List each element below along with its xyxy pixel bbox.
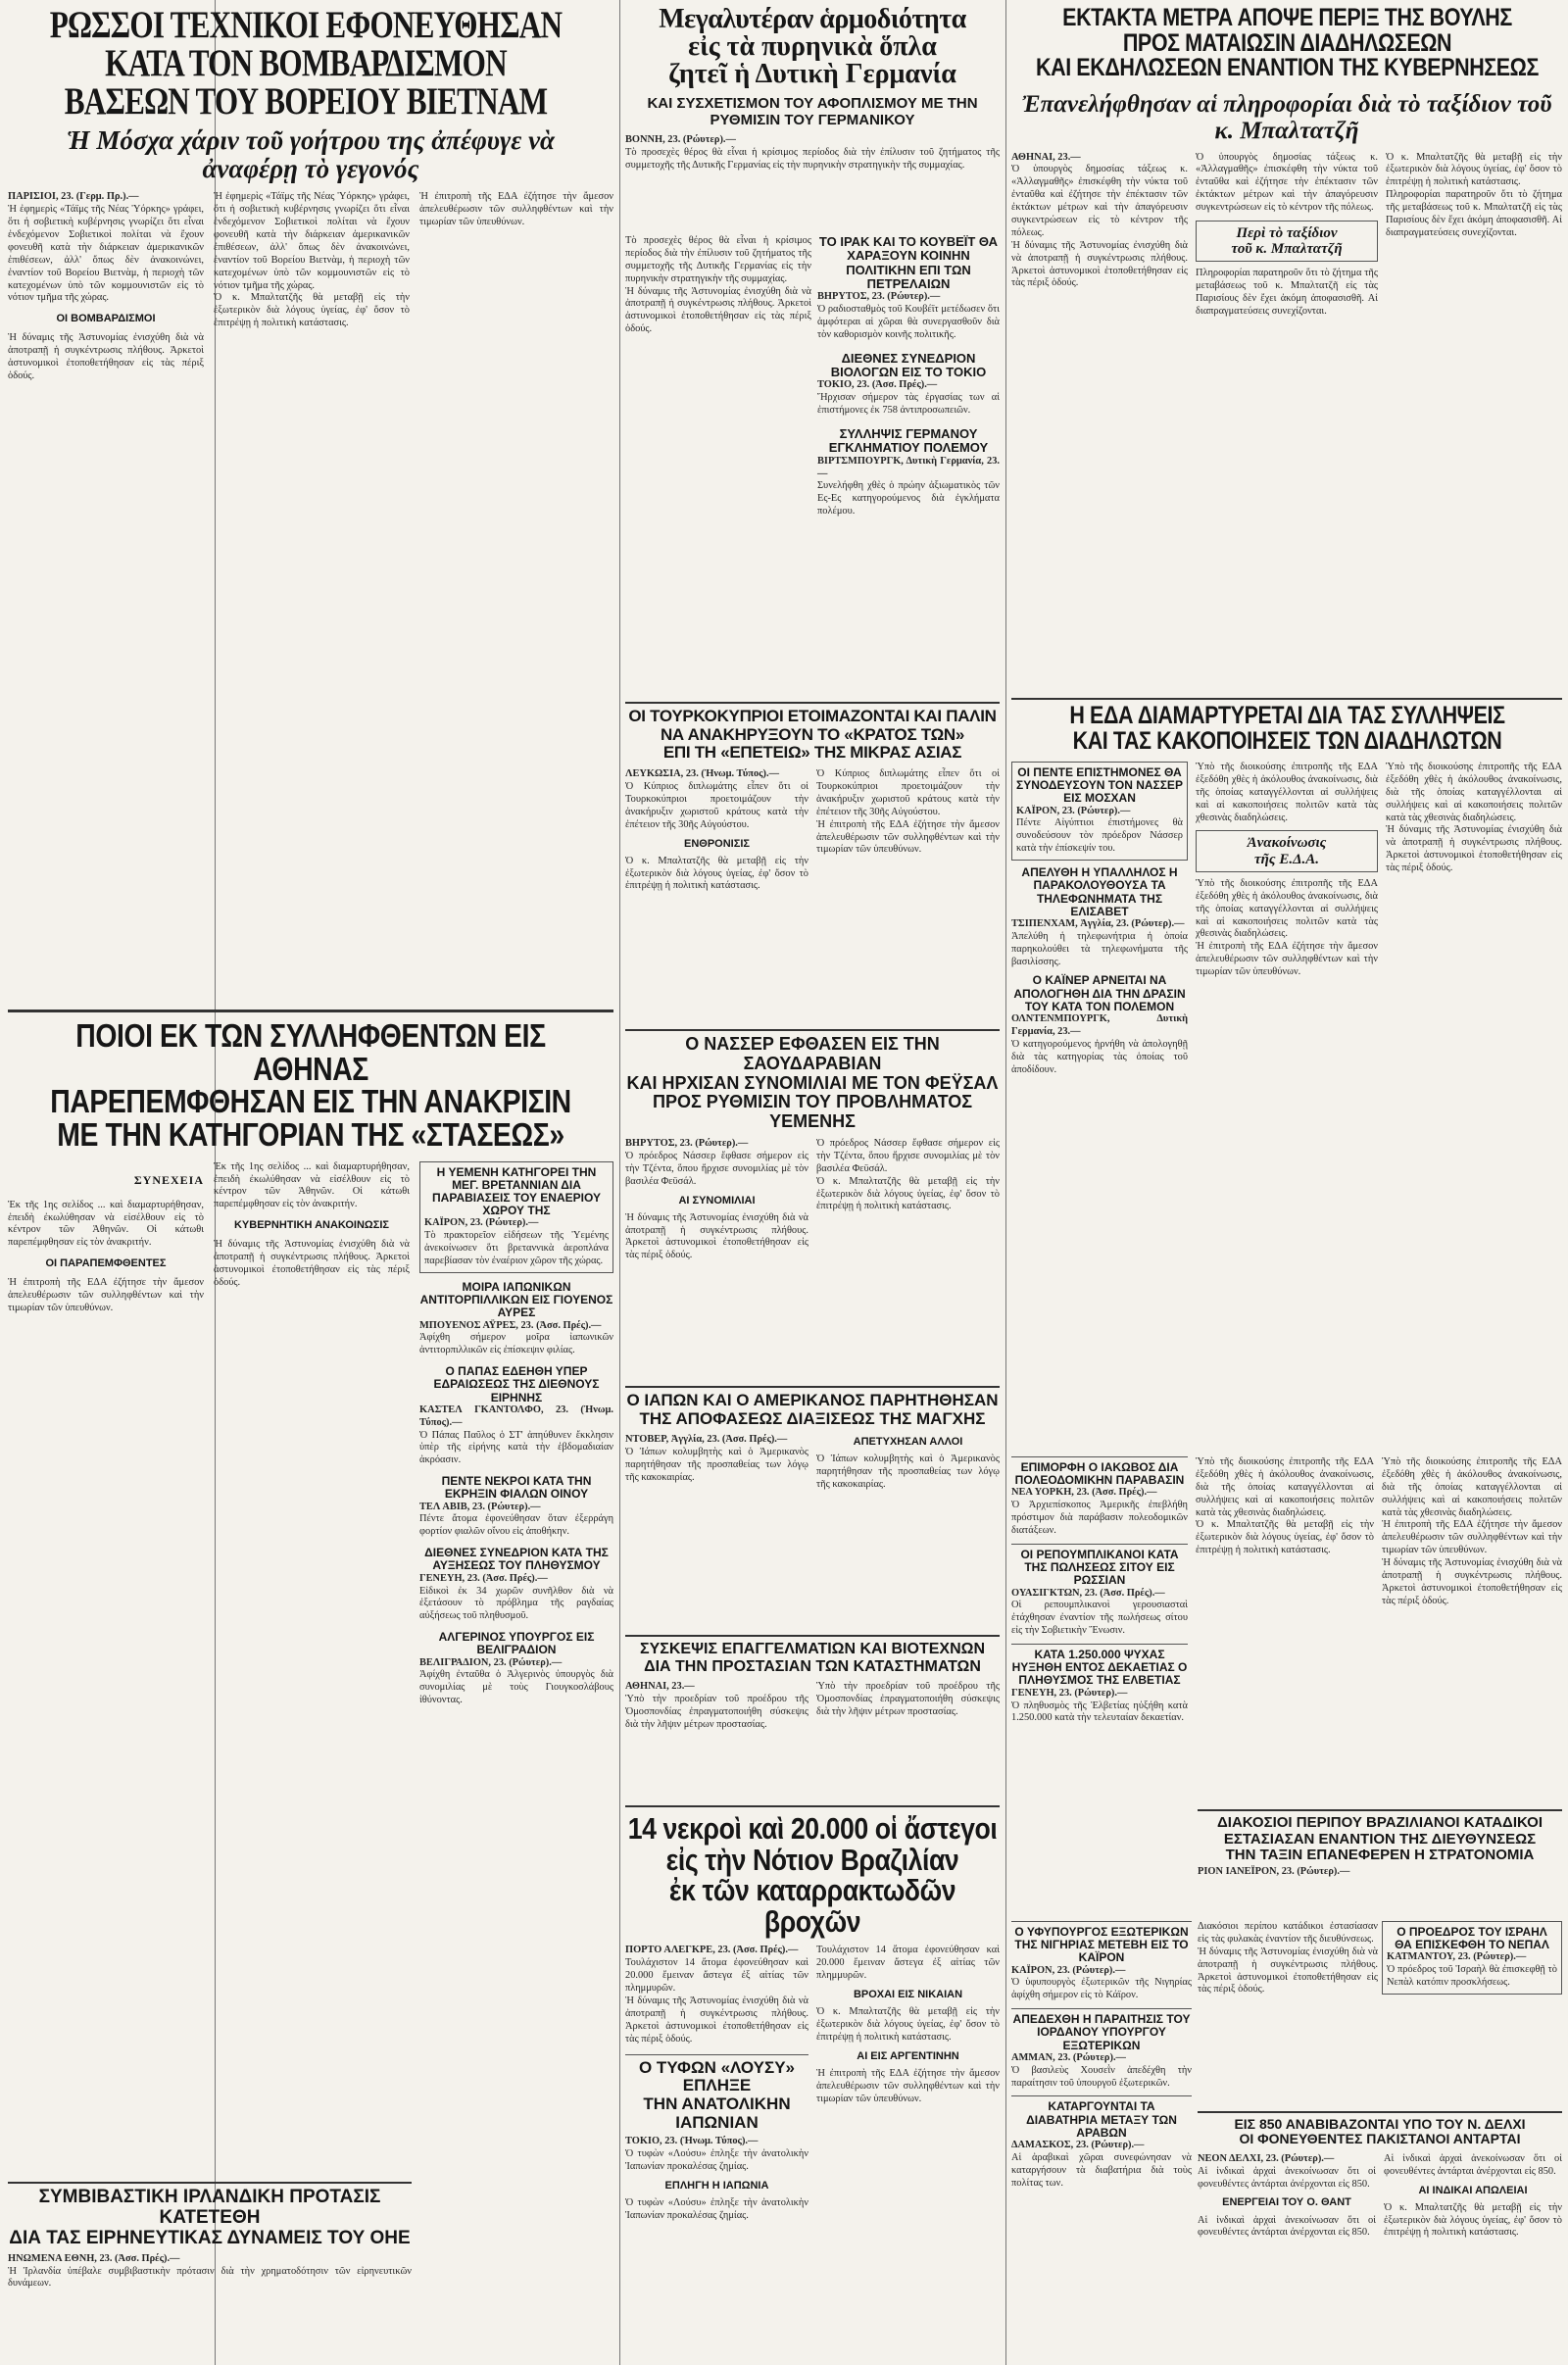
article-body: Ὁ Κύπριος διπλωμάτης εἶπεν ὅτι οἱ Τουρκοκύπριοι προετοιμάζουν τὴν ἀνακήρυξιν χωριστοῦ κράτους κατὰ τὴν ἐπέτειον τῆς 30ῆς Αὐγούστου. xyxy=(816,768,1003,817)
headline: ΚΑΤΑ 1.250.000 ΨΥΧΑΣ ΗΥΞΗΘΗ ΕΝΤΟΣ ΔΕΚΑΕΤΙΑΣ Ο ΠΛΗΘΥΣΜΟΣ ΤΗΣ ΕΛΒΕΤΙΑΣ xyxy=(1011,1648,1188,1688)
section-heading: ΕΝΕΡΓΕΙΑΙ ΤΟΥ Ο. ΘΑΝΤ xyxy=(1222,2196,1351,2209)
section-heading: ΒΡΟΧΑΙ ΕΙΣ ΝΙΚΑΙΑΝ xyxy=(853,1989,963,2001)
article-body: Ἡ δύναμις τῆς Ἀστυνομίας ἐνισχύθη διὰ νὰ ἀποτραπῇ ἡ συγκέντρωσις πλήθους. Ἀρκετοὶ ἀστυνομικοὶ ἐτοποθετήθησαν εἰς τὰς πέριξ ὁδούς. xyxy=(1382,1557,1565,1606)
headline-line: ΚΑΙ ΤΑΣ ΚΑΚΟΠΟΙΗΣΕΙΣ ΤΩΝ ΔΙΑΔΗΛΩΤΩΝ xyxy=(1072,726,1502,755)
article-body: Αἱ ἰνδικαὶ ἀρχαὶ ἀνεκοίνωσαν ὅτι οἱ φονευθέντες ἀντάρται ἀνέρχονται εἰς 850. xyxy=(1198,2214,1379,2239)
article-body: Ὁ βασιλεὺς Χουσεῒν ἀπεδέχθη τὴν παραίτησιν τοῦ ὑπουργοῦ ἐξωτερικῶν. xyxy=(1011,2064,1195,2089)
headline-line: ΚΑΙ ΕΚΔΗΛΩΣΕΩΝ ΕΝΑΝΤΙΟΝ ΤΗΣ ΚΥΒΕΡΝΗΣΕΩΣ xyxy=(1036,54,1539,81)
article-cyprus xyxy=(625,702,1003,1027)
section-heading: ΑΙ ΙΝΔΙΚΑΙ ΑΠΩΛΕΙΑΙ xyxy=(1418,2184,1528,2196)
dateline: ΒΟΝΝΗ, 23. (Ρώυτερ).— xyxy=(625,134,736,145)
section-heading: ΚΥΒΕΡΝΗΤΙΚΗ ΑΝΑΚΟΙΝΩΣΙΣ xyxy=(233,1219,389,1232)
article-body: Ὑπὸ τῆς διοικούσης ἐπιτροπῆς τῆς ΕΔΑ ἐξεδόθη χθὲς ἡ ἀκόλουθος ἀνακοίνωσις, διὰ τῆς ὁποίας καταγγέλλονται αἱ συλλήψεις καὶ αἱ κακοποιήσεις πολιτῶν κατὰ τὰς χθεσινὰς διαδηλώσεις. xyxy=(1386,762,1565,823)
article-body: Ἡ δύναμις τῆς Ἀστυνομίας ἐνισχύθη διὰ νὰ ἀποτραπῇ ἡ συγκέντρωσις πλήθους. Ἀρκετοὶ ἀστυνομικοὶ ἐτοποθετήθησαν εἰς τὰς πέριξ ὁδούς. xyxy=(625,1995,811,2045)
headline: ΣΥΛΛΗΨΙΣ ΓΕΡΜΑΝΟΥ ΕΓΚΛΗΜΑΤΙΟΥ ΠΟΛΕΜΟΥ xyxy=(828,426,989,456)
dateline: ΚΑΪΡΟΝ, 23. (Ρώυτερ).— xyxy=(424,1217,539,1229)
article-population-congress xyxy=(419,1546,616,1623)
section-heading: ΑΙ ΣΥΝΟΜΙΛΙΑΙ xyxy=(678,1194,756,1207)
small-articles xyxy=(817,234,1003,696)
article-body: Ὁ Ἰάπων κολυμβητὴς καὶ ὁ Ἀμερικανὸς παρητήθησαν τῆς προσπαθείας των λόγῳ τῆς κακοκαιρίας. xyxy=(816,1453,1003,1491)
article-pakistan xyxy=(1198,2111,1565,2364)
column-rule xyxy=(619,0,620,2365)
headline-line: ΔΙΑΚΟΣΙΟΙ ΠΕΡΙΠΟΥ ΒΡΑΖΙΛΙΑΝΟΙ ΚΑΤΑΔΙΚΟΙ xyxy=(1217,1814,1543,1831)
small-articles-lower xyxy=(1011,1921,1195,2362)
article-biologists-tokyo xyxy=(817,350,1003,418)
dateline: ΝΕΟΝ ΔΕΛΧΙ, 23. (Ρώυτερ).— xyxy=(1198,2152,1335,2164)
headline-line: ΕΣΤΑΣΙΑΣΑΝ ΕΝΑΝΤΙΟΝ ΤΗΣ ΔΙΕΥΘΥΝΣΕΩΣ xyxy=(1223,1830,1537,1848)
headline-line: Μεγαλυτέραν ἁρμοδιότητα xyxy=(659,4,966,34)
article-body: Διακόσιοι περίπου κατάδικοι ἐστασίασαν εἰς τὰς φυλακὰς ἐναντίον τῆς διευθύνσεως. xyxy=(1198,1921,1381,1945)
headline-line: ΠΟΙΟΙ ΕΚ ΤΩΝ ΣΥΛΛΗΦΘΕΝΤΩΝ ΕΙΣ ΑΘΗΝΑΣ xyxy=(75,1017,546,1087)
headline-line: Ο ΝΑΣΣΕΡ ΕΦΘΑΣΕΝ ΕΙΣ ΤΗΝ ΣΑΟΥΔΑΡΑΒΙΑΝ xyxy=(685,1034,940,1073)
article-arab-disputes xyxy=(1011,2095,1195,2190)
box-title: Περὶ τὸ ταξίδιον xyxy=(1236,224,1338,241)
article-arrested-stasis xyxy=(8,1017,616,2176)
headline-line: ΠΡΟΣ ΜΑΤΑΙΩΣΙΝ ΔΙΑΔΗΛΩΣΕΩΝ xyxy=(1122,28,1452,57)
article-body: Ὑπὸ τῆς διοικούσης ἐπιτροπῆς τῆς ΕΔΑ ἐξεδόθη χθὲς ἡ ἀκόλουθος ἀνακοίνωσις, διὰ τῆς ὁποίας καταγγέλλονται αἱ συλλήψεις καὶ αἱ κακοποιήσεις πολιτῶν κατὰ τὰς χθεσινὰς διαδηλώσεις. xyxy=(1382,1456,1565,1518)
article-body: Ὁ ὑφυπουργὸς ἐξωτερικῶν τῆς Νιγηρίας ἀφίχθη σήμερον εἰς τὸ Κάϊρον. xyxy=(1011,1977,1195,2001)
article-body: Τὸ πρακτορεῖον εἰδήσεων τῆς Ὑεμένης ἀνεκοίνωσεν ὅτι βρεταννικὰ ἀεροπλάνα παρεβίασαν τὸν ἐναέριον χῶρον τῆς χώρας. xyxy=(424,1230,612,1267)
headline-line: ΤΗΣ ΑΠΟΦΑΣΕΩΣ ΔΙΑΞΙΣΕΩΣ ΤΗΣ ΜΑΓΧΗΣ xyxy=(639,1408,986,1428)
headline-line: 14 νεκροὶ καὶ 20.000 οἱ ἄστεγοι xyxy=(627,1811,998,1846)
section-heading: ΟΙ ΒΟΜΒΑΡΔΙΣΜΟΙ xyxy=(56,313,156,325)
headline-line: ΠΑΡΕΠΕΜΦΘΗΣΑΝ ΕΙΣ ΤΗΝ ΑΝΑΚΡΙΣΙΝ xyxy=(50,1083,571,1120)
headline-line: ΒΑΣΕΩΝ ΤΟΥ ΒΟΡΕΙΟΥ ΒΙΕΤΝΑΜ xyxy=(64,80,548,123)
subheadline: Ἐπανελήφθησαν αἱ πληροφορίαι διὰ τὸ ταξίδιον τοῦ κ. Μπαλτατζῆ xyxy=(1021,90,1552,144)
article-body: Ἡ Ἰρλανδία ὑπέβαλε συμβιβαστικὴν πρότασιν διὰ τὴν χρηματοδότησιν τῶν εἰρηνευτικῶν δυνάμεων. xyxy=(8,2265,415,2290)
col-filler xyxy=(625,235,814,696)
article-body: Ἡ δύναμις τῆς Ἀστυνομίας ἐνισχύθη διὰ νὰ ἀποτραπῇ ἡ συγκέντρωσις πλήθους. Ἀρκετοὶ ἀστυνομικοὶ ἐτοποθετήθησαν εἰς τὰς πέριξ ὁδούς. xyxy=(625,1211,811,1261)
column-rule xyxy=(1005,0,1006,2365)
article-body: Ὁ πρόεδρος Νάσσερ ἔφθασε σήμερον εἰς τὴν Τζέντα, ὅπου ἤρχισε συνομιλίας μὲ τὸν βασιλέα Φεϋσάλ. xyxy=(625,1150,811,1187)
headline: ΔΙΕΘΝΕΣ ΣΥΝΕΔΡΙΟΝ ΚΑΤΑ ΤΗΣ ΑΥΞΗΣΕΩΣ ΤΟΥ ΠΛΗΘΥΣΜΟΥ xyxy=(424,1546,609,1573)
article-body: Ὑπὸ τῆς διοικούσης ἐπιτροπῆς τῆς ΕΔΑ ἐξεδόθη χθὲς ἡ ἀκόλουθος ἀνακοίνωσις, διὰ τῆς ὁποίας καταγγέλλονται αἱ συλλήψεις καὶ αἱ κακοποιήσεις πολιτῶν κατὰ τὰς χθεσινὰς διαδηλώσεις. xyxy=(1196,1456,1377,1518)
article-brazil-floods xyxy=(625,1805,1003,2364)
article-body: Ὁ ὑπουργὸς δημοσίας τάξεως κ. «Ἀλλαγμαθῆς» ἐπισκέφθη τὴν νύκτα τοῦ ἐνταῦθα καὶ ἐζήτησε τὴν ἐπέκτασιν τῶν ἐκτάκτων μέτρων καὶ τὴν ἀπαγόρευσιν συγκεντρώσεων εἰς τὸ κέντρον τῆς πόλεως. xyxy=(1011,164,1191,238)
headline-line: ΕΠΙ ΤΗ «ΕΠΕΤΕΙΩ» ΤΗΣ ΜΙΚΡΑΣ ΑΣΙΑΣ xyxy=(662,743,962,763)
article-body: Ἡ δύναμις τῆς Ἀστυνομίας ἐνισχύθη διὰ νὰ ἀποτραπῇ ἡ συγκέντρωσις πλήθους. Ἀρκετοὶ ἀστυνομικοὶ ἐτοποθετήθησαν εἰς τὰς πέριξ ὁδούς. xyxy=(8,332,207,382)
headline-line: Ο ΤΥΦΩΝ «ΛΟΥΣΥ» ΕΠΛΗΞΕ xyxy=(638,2057,796,2095)
headline-line: ΡΩΣΣΟΙ ΤΕΧΝΙΚΟΙ ΕΦΟΝΕΥΘΗΣΑΝ xyxy=(49,4,563,46)
dateline: ΟΥΑΣΙΓΚΤΩΝ, 23. (Ἀσσ. Πρές).— xyxy=(1011,1587,1165,1599)
headline-line: ΤΗΝ ΑΝΑΤΟΛΙΚΗΝ ΙΑΠΩΝΙΑΝ xyxy=(643,2094,791,2132)
article-body: Ἐκ τῆς 1ης σελίδος ... καὶ διαμαρτυρήθησαν, ἐπειδὴ ἐκωλύθησαν νὰ εἰσέλθουν εἰς τὸ κέντρον τῶν Ἀθηνῶν. Οἱ κάτωθι παρεπέμφθησαν εἰς τὸν ἀνακριτήν. xyxy=(214,1160,413,1210)
dateline: ΓΕΝΕΥΗ, 23. (Ἀσσ. Πρές).— xyxy=(419,1572,548,1584)
article-brazil-prisoners xyxy=(1198,1809,1562,1919)
dateline: ΡΙΟΝ ΙΑΝΕΪΡΟΝ, 23. (Ρώυτερ).— xyxy=(1198,1865,1350,1877)
headline-line: ΕΚΤΑΚΤΑ ΜΕΤΡΑ ΑΠΟΨΕ ΠΕΡΙΞ ΤΗΣ ΒΟΥΛΗΣ xyxy=(1062,4,1512,31)
article-wine-explosion xyxy=(419,1474,616,1539)
dateline: ΟΛΝΤΕΝΜΠΟΥΡΓΚ, Δυτικὴ Γερμανία, 23.— xyxy=(1011,1013,1191,1037)
headline-line: εἰς τὰ πυρηνικὰ ὅπλα xyxy=(688,31,937,62)
article-irish-proposal xyxy=(8,2182,415,2360)
dateline: ΤΣΙΠΕΝΧΑΜ, Ἀγγλία, 23. (Ρώυτερ).— xyxy=(1011,917,1185,929)
dateline: ΤΟΚΙΟ, 23. (Ἀσσ. Πρές).— xyxy=(817,379,938,391)
headline-line: ΔΙΑ ΤΑΣ ΕΙΡΗΝΕΥΤΙΚΑΣ ΔΥΝΑΜΕΙΣ ΤΟΥ ΟΗΕ xyxy=(9,2227,411,2248)
headline-line: ΕΙΣ 850 ΑΝΑΒΙΒΑΖΟΝΤΑΙ ΥΠΟ ΤΟΥ Ν. ΔΕΛΧΙ xyxy=(1234,2116,1526,2132)
headline: ΟΙ ΠΕΝΤΕ ΕΠΙΣΤΗΜΟΝΕΣ ΘΑ ΣΥΝΟΔΕΥΣΟΥΝ ΤΟΝ ΝΑΣΣΕΡ ΕΙΣ ΜΟΣΧΑΝ xyxy=(1016,765,1183,806)
article-body: Ἡ ἐπιτροπὴ τῆς ΕΔΑ ἐζήτησε τὴν ἄμεσον ἀπελευθέρωσιν τῶν συλληφθέντων καὶ τὴν τιμωρίαν τῶν ὑπευθύνων. xyxy=(419,191,616,228)
article-germany-nuclear xyxy=(625,4,1003,231)
soviet-scientists-box xyxy=(1011,762,1188,861)
headline: ΚΑΤΑΡΓΟΥΝΤΑΙ ΤΑ ΔΙΑΒΑΤΗΡΙΑ ΜΕΤΑΞΥ ΤΩΝ ΑΡΑΒΩΝ xyxy=(1026,2099,1177,2140)
continuation-kicker: ΣΥΝΕΧΕΙΑ xyxy=(133,1172,204,1187)
headline: ΔΙΕΘΝΕΣ ΣΥΝΕΔΡΙΟΝ ΒΙΟΛΟΓΩΝ ΕΙΣ ΤΟ ΤΟΚΙΟ xyxy=(830,350,987,380)
headline-line: ΝΑ ΑΝΑΚΗΡΥΞΟΥΝ ΤΟ «ΚΡΑΤΟΣ ΤΩΝ» xyxy=(660,724,965,744)
headline-line: ΟΙ ΦΟΝΕΥΘΕΝΤΕΣ ΠΑΚΙΣΤΑΝΟΙ ΑΝΤΑΡΤΑΙ xyxy=(1239,2131,1521,2147)
article-body: Πληροφορίαι παρατηροῦν ὅτι τὸ ζήτημα τῆς μεταβάσεως τοῦ κ. Μπαλτατζῆ εἰς τὰς Παρισίους δὲν ἔχει ἀκόμη ἀποφασισθῆ. Αἱ διαπραγματεύσεις συνεχίζονται. xyxy=(1386,189,1565,238)
dateline: ΒΙΡΤΣΜΠΟΥΡΓΚ, Δυτικὴ Γερμανία, 23.— xyxy=(817,455,1000,479)
dateline: ΑΘΗΝΑΙ, 23.— xyxy=(625,1681,695,1693)
dateline: ΜΠΟΥΕΝΟΣ ΑΫΡΕΣ, 23. (Ἀσσ. Πρές).— xyxy=(419,1319,602,1331)
article-body: Ἡ δύναμις τῆς Ἀστυνομίας ἐνισχύθη διὰ νὰ ἀποτραπῇ ἡ συγκέντρωσις πλήθους. Ἀρκετοὶ ἀστυνομικοὶ ἐτοποθετήθησαν εἰς τὰς πέριξ ὁδούς. xyxy=(1198,1946,1381,1995)
dateline: ΚΑΤΜΑΝΤΟΥ, 23. (Ρώυτερ).— xyxy=(1387,1951,1527,1963)
article-body: Τουλάχιστον 14 ἄτομα ἐφονεύθησαν καὶ 20.000 ἔμειναν ἄστεγα ἐξ αἰτίας τῶν πλημμυρῶν. xyxy=(816,1945,1003,1982)
dateline: ΚΑΣΤΕΛ ΓΚΑΝΤΟΛΦΟ, 23. (Ἠνωμ. Τύπος).— xyxy=(419,1404,616,1428)
article-pope-prayer xyxy=(419,1364,616,1467)
article-body: Πληροφορίαι παρατηροῦν ὅτι τὸ ζήτημα τῆς μεταβάσεως τοῦ κ. Μπαλτατζῆ εἰς τὰς Παρισίους δὲν ἔχει ἀκόμη ἀποφασισθῆ. Αἱ διαπραγματεύσεις συνεχίζονται. xyxy=(1196,268,1381,317)
article-typhoon xyxy=(625,2054,811,2223)
headline: ΑΛΓΕΡΙΝΟΣ ΥΠΟΥΡΓΟΣ ΕΙΣ ΒΕΛΙΓΡΑΔΙΟΝ xyxy=(438,1630,595,1657)
headline-line: εἰς τὴν Νότιον Βραζιλίαν xyxy=(665,1842,959,1877)
headline-line: Ο ΙΑΠΩΝ ΚΑΙ Ο ΑΜΕΡΙΚΑΝΟΣ ΠΑΡΗΤΗΘΗΣΑΝ xyxy=(626,1391,999,1409)
article-body: Αἱ ἀραβικαὶ χῶραι συνεφώνησαν νὰ καταργήσουν τὰ διαβατήρια διὰ τοὺς πολίτας των. xyxy=(1011,2151,1195,2189)
section-heading: ΑΙ ΕΙΣ ΑΡΓΕΝΤΙΝΗΝ xyxy=(857,2049,959,2062)
headline-line: ΣΥΜΒΙΒΑΣΤΙΚΗ ΙΡΛΑΝΔΙΚΗ ΠΡΟΤΑΣΙΣ ΚΑΤΕΤΕΘΗ xyxy=(38,2187,381,2228)
article-swiss-population xyxy=(1011,1644,1191,1725)
headline-line: ἐκ τῶν καταρρακτωδῶν βροχῶν xyxy=(668,1873,956,1939)
article-body: Ὑπὸ τῆς διοικούσης ἐπιτροπῆς τῆς ΕΔΑ ἐξεδόθη χθὲς ἡ ἀκόλουθος ἀνακοίνωσις, διὰ τῆς ὁποίας καταγγέλλονται αἱ συλλήψεις καὶ αἱ κακοποιήσεις πολιτῶν κατὰ τὰς χθεσινὰς διαδηλώσεις. xyxy=(1196,877,1381,940)
section-heading: ΟΙ ΠΑΡΑΠΕΜΦΘΕΝΤΕΣ xyxy=(45,1257,167,1270)
article-japan-us xyxy=(625,1386,1003,1633)
article-body: Ὁ τυφὼν «Λούσυ» ἐπληξε τὴν ἀνατολικὴν Ἰαπωνίαν προκαλέσας ζημίας. xyxy=(625,2197,811,2221)
article-body: Ἤρχισαν σήμερον τὰς ἐργασίας των αἱ ἐπιστήμονες ἐκ 758 ἀντιπροσωπειῶν. xyxy=(817,392,1003,417)
article-body: Ἀφίχθη σήμερον μοῖρα ἰαπωνικῶν ἀντιτορπιλλικῶν εἰς ἐπίσκεψιν φιλίας. xyxy=(419,1332,616,1356)
article-body: Εἰδικοὶ ἐκ 34 χωρῶν συνῆλθον διὰ νὰ ἐξετάσουν τὸ πρόβλημα τῆς ραγδαίας αὐξήσεως τοῦ πληθυσμοῦ. xyxy=(419,1585,616,1622)
article-body: Τὸ προσεχὲς θέρος θὰ εἶναι ἡ κρίσιμος περίοδος διὰ τὴν ἐπίλυσιν τοῦ ζητήματος τῆς συμμετοχῆς τῆς Δυτικῆς Γερμανίας εἰς τὴν πυρηνικὴν στρατηγικὴν τῆς συμμαχίας. xyxy=(625,146,1003,171)
separator xyxy=(8,1010,613,1012)
article-elizabeth-calls xyxy=(1011,865,1191,968)
article-body: Αἱ ἰνδικαὶ ἀρχαὶ ἀνεκοίνωσαν ὅτι οἱ φονευθέντες ἀντάρται ἀνέρχονται εἰς 850. xyxy=(1384,2152,1565,2177)
article-body: Ἡ ἐπιτροπὴ τῆς ΕΔΑ ἐζήτησε τὴν ἄμεσον ἀπελευθέρωσιν τῶν συλληφθέντων καὶ τὴν τιμωρίαν τῶν ὑπευθύνων. xyxy=(1382,1519,1565,1556)
article-yemen-britain xyxy=(419,1161,613,1273)
dateline: ΝΕΑ ΥΟΡΚΗ, 23. (Ἀσσ. Πρές).— xyxy=(1011,1487,1157,1499)
article-body: Ὑπὸ τῆς διοικούσης ἐπιτροπῆς τῆς ΕΔΑ ἐξεδόθη χθὲς ἡ ἀκόλουθος ἀνακοίνωσις, διὰ τῆς ὁποίας καταγγέλλονται αἱ συλλήψεις καὶ αἱ κακοποιήσεις πολιτῶν κατὰ τὰς χθεσινὰς διαδηλώσεις. xyxy=(1196,762,1381,823)
headline-line: ΠΡΟΣ ΡΥΘΜΙΣΙΝ ΤΟΥ ΠΡΟΒΛΗΜΑΤΟΣ ΥΕΜΕΝΗΣ xyxy=(652,1092,973,1132)
article-body: Ὁ κ. Μπαλτατζῆς θὰ μεταβῇ εἰς τὴν ἐξωτερικὸν διὰ λόγους ὑγείας, ἐφ' ὅσον τὸ ἐπιτρέψῃ ἡ πολιτικὴ κατάστασις. xyxy=(625,855,811,892)
article-russian-technicians xyxy=(8,4,616,1006)
article-israel-president xyxy=(1382,1921,1562,2107)
trip-box xyxy=(1196,221,1378,262)
dateline: ΠΑΡΙΣΙΟΙ, 23. (Γερμ. Πρ.).— xyxy=(8,191,139,203)
article-body: Πέντε Αἰγύπτιοι ἐπιστήμονες θὰ συνοδεύσουν τὸν πρόεδρον Νάσσερ κατὰ τὴν ἐπίσκεψίν του. xyxy=(1016,817,1186,855)
box-subtitle: τῆς Ε.Δ.Α. xyxy=(1254,851,1319,867)
article-body: Ἡ δύναμις τῆς Ἀστυνομίας ἐνισχύθη διὰ νὰ ἀποτραπῇ ἡ συγκέντρωσις πλήθους. Ἀρκετοὶ ἀστυνομικοὶ ἐτοποθετήθησαν εἰς τὰς πέριξ ὁδούς. xyxy=(214,1239,413,1288)
headline: ΤΟ ΙΡΑΚ ΚΑΙ ΤΟ ΚΟΥΒΕΪΤ ΘΑ ΧΑΡΑΞΟΥΝ ΚΟΙΝΗΝ ΠΟΛΙΤΙΚΗΝ ΕΠΙ ΤΩΝ ΠΕΤΡΕΛΑΙΩΝ xyxy=(818,234,999,291)
headline-line: ΚΑΤΑ ΤΟΝ ΒΟΜΒΑΡΔΙΣΜΟΝ xyxy=(105,42,507,84)
article-body: Ἡ ἐπιτροπὴ τῆς ΕΔΑ ἐζήτησε τὴν ἄμεσον ἀπελευθέρωσιν τῶν συλληφθέντων καὶ τὴν τιμωρίαν τῶν ὑπευθύνων. xyxy=(1196,941,1381,978)
article-body: Ὁ κ. Μπαλτατζῆς θὰ μεταβῇ εἰς τὴν ἐξωτερικὸν διὰ λόγους ὑγείας, ἐφ' ὅσον τὸ ἐπιτρέψῃ ἡ πολιτικὴ κατάστασις. xyxy=(816,1175,1003,1212)
headline-line: Η ΕΔΑ ΔΙΑΜΑΡΤΥΡΕΤΑΙ ΔΙΑ ΤΑΣ ΣΥΛΛΗΨΕΙΣ xyxy=(1069,702,1505,729)
dateline: ΤΕΛ ΑΒΙΒ, 23. (Ρώυτερ).— xyxy=(419,1501,541,1512)
article-kaner-trial xyxy=(1011,973,1191,1076)
dateline: ΛΕΥΚΩΣΙΑ, 23. (Ἠνωμ. Τύπος).— xyxy=(625,768,779,780)
article-body: Ὁ πρόεδρος Νάσσερ ἔφθασε σήμερον εἰς τὴν Τζέντα, ὅπου ἤρχισε συνομιλίας μὲ τὸν βασιλέα Φεϋσάλ. xyxy=(816,1137,1003,1174)
article-body: Ἡ ἐπιτροπὴ τῆς ΕΔΑ ἐζήτησε τὴν ἄμεσον ἀπελευθέρωσιν τῶν συλληφθέντων καὶ τὴν τιμωρίαν τῶν ὑπευθύνων. xyxy=(816,2067,1003,2104)
headline-line: ΚΑΙ ΗΡΧΙΣΑΝ ΣΥΝΟΜΙΛΙΑΙ ΜΕ ΤΟΝ ΦΕΫΣΑΛ xyxy=(626,1072,999,1093)
brazil-prisoners-body xyxy=(1198,1921,1381,2107)
article-iakovos xyxy=(1011,1456,1191,1538)
headline-line: ΣΥΣΚΕΨΙΣ ΕΠΑΓΓΕΛΜΑΤΙΩΝ ΚΑΙ ΒΙΟΤΕΧΝΩΝ xyxy=(640,1641,985,1657)
dateline: ΑΜΜΑΝ, 23. (Ρώυτερ).— xyxy=(1011,2051,1126,2063)
article-body: Ὁ τυφὼν «Λούσυ» ἐπληξε τὴν ἀνατολικὴν Ἰαπωνίαν προκαλέσας ζημίας. xyxy=(625,2148,811,2173)
article-body: Ὁ κ. Μπαλτατζῆς θὰ μεταβῇ εἰς τὴν ἐξωτερικὸν διὰ λόγους ὑγείας, ἐφ' ὅσον τὸ ἐπιτρέψῃ ἡ πολιτικὴ κατάστασις. xyxy=(816,2006,1003,2043)
article-body: Ὁ κ. Μπαλτατζῆς θὰ μεταβῇ εἰς τὴν ἐξωτερικὸν διὰ λόγους ὑγείας, ἐφ' ὅσον τὸ ἐπιτρέψῃ ἡ πολιτικὴ κατάστασις. xyxy=(1386,151,1565,188)
article-body: Ἡ ἐπιτροπὴ τῆς ΕΔΑ ἐζήτησε τὴν ἄμεσον ἀπελευθέρωσιν τῶν συλληφθέντων καὶ τὴν τιμωρίαν τῶν ὑπευθύνων. xyxy=(8,1277,207,1314)
article-body: Ἡ ἐφημερὶς «Τάϊμς τῆς Νέας Ὑόρκης» γράφει, ὅτι ἡ σοβιετικὴ κυβέρνησις γνωρίζει ὅτι εἶναι ἐνδεχόμενον Σοβιετικοὶ πολίται νὰ ἔχουν φονευθῆ κατὰ τὴν διάρκειαν ἀμερικανικῶν ἐπιθέσεων, ἀλλ' ὅπως δὲν ἀνακοινώνει, ἐναντίον τοῦ Βορείου Βιετνὰμ, ἡ περιοχὴ τῶν κατεχομένων ὑπὸ τῶν κομμουνιστῶν εἰς τὸ νότιον τμῆμα τῆς χώρας. xyxy=(8,204,207,304)
article-body: Ἀφίχθη ἐνταῦθα ὁ Ἀλγερινὸς ὑπουργὸς διὰ συνομιλίας μὲ τοὺς Γιουγκοσλάβους ἰθύνοντας. xyxy=(419,1669,616,1706)
article-body: Ἡ δύναμις τῆς Ἀστυνομίας ἐνισχύθη διὰ νὰ ἀποτραπῇ ἡ συγκέντρωσις πλήθους. Ἀρκετοὶ ἀστυνομικοὶ ἐτοποθετήθησαν εἰς τὰς πέριξ ὁδούς. xyxy=(1011,239,1191,289)
headline: ΕΠΙΜΟΡΦΗ Ο ΙΑΚΩΒΟΣ ΔΙΑ ΠΟΛΕΟΔΟΜΙΚΗΝ ΠΑΡΑΒΑΣΙΝ xyxy=(1014,1460,1185,1488)
article-body: Ἡ ἐπιτροπὴ τῆς ΕΔΑ ἐζήτησε τὴν ἄμεσον ἀπελευθέρωσιν τῶν συλληφθέντων καὶ τὴν τιμωρίαν τῶν ὑπευθύνων. xyxy=(816,818,1003,856)
article-body: Ἡ ἐφημερὶς «Τάϊμς τῆς Νέας Ὑόρκης» γράφει, ὅτι ἡ σοβιετικὴ κυβέρνησις γνωρίζει ὅτι εἶναι ἐνδεχόμενον Σοβιετικοὶ πολίται νὰ ἔχουν φονευθῆ κατὰ τὴν διάρκειαν ἀμερικανικῶν ἐπιθέσεων, ἀλλ' ὅπως δὲν ἀνακοινώνει, ἐναντίον τοῦ Βορείου Βιετνὰμ, ἡ περιοχὴ τῶν κατεχομένων ὑπὸ τῶν κομμουνιστῶν εἰς τὸ νότιον τμῆμα τῆς χώρας. xyxy=(214,191,413,291)
article-body: Ὁ ραδιοσταθμὸς τοῦ Κουβέϊτ μετέδωσεν ὅτι ἀμφότεραι αἱ χῶραι θὰ συνεργασθοῦν διὰ τὸν καθορισμὸν κοινῆς πολιτικῆς. xyxy=(817,304,1003,340)
article-iraq-kuwait xyxy=(817,234,1003,342)
article-body: Ὁ κ. Μπαλτατζῆς θὰ μεταβῇ εἰς τὴν ἐξωτερικὸν διὰ λόγους ὑγείας, ἐφ' ὅσον τὸ ἐπιτρέψῃ ἡ πολιτικὴ κατάστασις. xyxy=(214,292,413,329)
article-body: Οἱ ρεπουμπλικανοὶ γερουσιασταὶ ἐτάχθησαν ἐναντίον τῆς πωλήσεως σίτου εἰς τὴν Σοβιετικὴν Ἕνωσιν. xyxy=(1011,1600,1191,1637)
dateline: ΒΗΡΥΤΟΣ, 23. (Ρώυτερ).— xyxy=(625,1137,749,1149)
headline: ΑΠΕΛΥΘΗ Η ΥΠΑΛΛΗΛΟΣ Η ΠΑΡΑΚΟΛΟΥΘΟΥΣΑ ΤΑ ΤΗΛΕΦΩΝΗΜΑΤΑ ΤΗΣ ΕΛΙΣΑΒΕΤ xyxy=(1021,865,1178,918)
box-subtitle: τοῦ κ. Μπαλτατζῆ xyxy=(1231,241,1343,258)
eda-announcement-box xyxy=(1196,830,1378,871)
dateline: ΠΟΡΤΟ ΑΛΕΓΚΡΕ, 23. (Ἀσσ. Πρές).— xyxy=(625,1945,799,1956)
dateline: ΔΑΜΑΣΚΟΣ, 23. (Ρώυτερ).— xyxy=(1011,2140,1145,2151)
article-japanese-fleet xyxy=(419,1279,616,1357)
article-body: Ὁ Πάπας Παῦλος ὁ ΣΤ' ἀπηύθυνεν ἔκκλησιν ὑπὲρ τῆς εἰρήνης κατὰ τὴν ἑβδομαδιαίαν ἀκρόασιν. xyxy=(419,1429,616,1466)
headline: Ο ΠΡΟΕΔΡΟΣ ΤΟΥ ΙΣΡΑΗΛ ΘΑ ΕΠΙΣΚΕΦΘΗ ΤΟ ΝΕΠΑΛ xyxy=(1395,1925,1549,1952)
article-professionals xyxy=(625,1635,1003,1803)
article-parliament-measures xyxy=(1011,4,1565,692)
article-body: Συνελήφθη χθὲς ὁ πρώην ἀξιωματικὸς τῶν Ες-Ες κατηγορούμενος διὰ ἐγκλήματα πολέμου. xyxy=(817,480,1003,517)
headline-line: ΜΕ ΤΗΝ ΚΑΤΗΓΟΡΙΑΝ ΤΗΣ «ΣΤΑΣΕΩΣ» xyxy=(57,1115,564,1153)
dateline: ΤΟΚΙΟ, 23. (Ἠνωμ. Τύπος).— xyxy=(625,2136,759,2147)
subheadline: Ἡ Μόσχα χάριν τοῦ γοήτρου της ἀπέφυγε νὰ ἀναφέρῃ τὸ γεγονός xyxy=(67,125,555,184)
article-algerian-minister xyxy=(419,1630,616,1707)
box-title: Ἀνακοίνωσις xyxy=(1247,835,1327,852)
article-body: Ἀπελύθη ἡ τηλεφωνήτρια ἡ ὁποία παρηκολούθει τὰ τηλεφωνήματα τῆς βασιλίσσης. xyxy=(1011,930,1191,967)
article-body: Ὁ πρόεδρος τοῦ Ἰσραὴλ θὰ ἐπισκεφθῇ τὸ Νεπὰλ κατόπιν προσκλήσεως. xyxy=(1387,1964,1560,1989)
article-nigeria-minister xyxy=(1011,1921,1195,2002)
article-body: Ἡ δύναμις τῆς Ἀστυνομίας ἐνισχύθη διὰ νὰ ἀποτραπῇ ἡ συγκέντρωσις πλήθους. Ἀρκετοὶ ἀστυνομικοὶ ἐτοποθετήθησαν εἰς τὰς πέριξ ὁδούς. xyxy=(1386,824,1565,874)
headline: ΟΙ ΡΕΠΟΥΜΠΛΙΚΑΝΟΙ ΚΑΤΑ ΤΗΣ ΠΩΛΗΣΕΩΣ ΣΙΤΟΥ ΕΙΣ ΡΩΣΣΙΑΝ xyxy=(1020,1547,1179,1588)
dateline: ΒΕΛΙΓΡΑΔΙΟΝ, 23. (Ρώυτερ).— xyxy=(419,1656,563,1668)
article-body: Τὸ προσεχὲς θέρος θὰ εἶναι ἡ κρίσιμος περίοδος διὰ τὴν ἐπίλυσιν τοῦ ζητήματος τῆς συμμετοχῆς τῆς Δυτικῆς Γερμανίας εἰς τὴν πυρηνικὴν στρατηγικὴν τῆς συμμαχίας. xyxy=(625,235,814,284)
article-body: Πέντε ἄτομα ἐφονεύθησαν ὅταν ἐξερράγη φορτίον φιαλῶν οἴνου εἰς ἀποθήκην. xyxy=(419,1513,616,1538)
dateline: ΝΤΟΒΕΡ, Ἀγγλία, 23. (Ἀσσ. Πρές).— xyxy=(625,1434,788,1446)
article-body: Αἱ ἰνδικαὶ ἀρχαὶ ἀνεκοίνωσαν ὅτι οἱ φονευθέντες ἀντάρται ἀνέρχονται εἰς 850. xyxy=(1198,2165,1379,2190)
headline-line: ΤΗΝ ΤΑΞΙΝ ΕΠΑΝΕΦΕΡΕΝ Η ΣΤΡΑΤΟΝΟΜΙΑ xyxy=(1225,1847,1535,1863)
dateline: ΗΝΩΜΕΝΑ ΕΘΝΗ, 23. (Ἀσσ. Πρές).— xyxy=(8,2252,180,2264)
article-body: Ὁ κ. Μπαλτατζῆς θὰ μεταβῇ εἰς τὴν ἐξωτερικὸν διὰ λόγους ὑγείας, ἐφ' ὅσον τὸ ἐπιτρέψῃ ἡ πολιτικὴ κατάστασις. xyxy=(1384,2201,1565,2239)
article-german-arrest xyxy=(817,426,1003,518)
article-eda-protest xyxy=(1011,698,1565,1454)
article-body: Ὁ κατηγορούμενος ἠρνήθη νὰ ἀπολογηθῇ διὰ τὰς κατηγορίας τὰς ὁποίας τοῦ ἀποδίδουν. xyxy=(1011,1038,1191,1075)
headline-line: ΟΙ ΤΟΥΡΚΟΚΥΠΡΙΟΙ ΕΤΟΙΜΑΖΟΝΤΑΙ ΚΑΙ ΠΑΛΙΝ xyxy=(628,707,997,725)
headline: ΜΟΙΡΑ ΙΑΠΩΝΙΚΩΝ ΑΝΤΙΤΟΡΠΙΛΛΙΚΩΝ ΕΙΣ ΓΙΟΥΕΝΟΣ ΑΥΡΕΣ xyxy=(419,1279,613,1320)
headline: ΠΕΝΤΕ ΝΕΚΡΟΙ ΚΑΤΑ ΤΗΝ ΕΚΡΗΞΙΝ ΦΙΑΛΩΝ ΟΙΝΟΥ xyxy=(441,1474,592,1502)
article-body: Ὁ κ. Μπαλτατζῆς θὰ μεταβῇ εἰς τὴν ἐξωτερικὸν διὰ λόγους ὑγείας, ἐφ' ὅσον τὸ ἐπιτρέψῃ ἡ πολιτικὴ κατάστασις. xyxy=(1196,1519,1377,1556)
article-nasser-saudi xyxy=(625,1029,1003,1384)
section-heading: ΕΠΛΗΓΗ Η ΙΑΠΩΝΙΑ xyxy=(664,2179,769,2192)
dateline: ΑΘΗΝΑΙ, 23.— xyxy=(1011,151,1081,163)
article-body: Ὑπὸ τὴν προεδρίαν τοῦ προέδρου τῆς Ὁμοσπονδίας ἐπραγματοποιήθη σύσκεψις διὰ τὴν λῆψιν μέτρων προστασίας. xyxy=(816,1681,1003,1717)
headline: Ο ΠΑΠΑΣ ΕΔΕΗΘΗ ΥΠΕΡ ΕΔΡΑΙΩΣΕΩΣ ΤΗΣ ΔΙΕΘΝΟΥΣ ΕΙΡΗΝΗΣ xyxy=(433,1364,600,1404)
subheadline: ΚΑΙ ΣΥΣΧΕΤΙΣΜΟΝ ΤΟΥ ΑΦΟΠΛΙΣΜΟΥ ΜΕ ΤΗΝ ΡΥΘΜΙΣΙΝ ΤΟΥ ΓΕΡΜΑΝΙΚΟΥ xyxy=(647,95,978,128)
headline-line: ΔΙΑ ΤΗΝ ΠΡΟΣΤΑΣΙΑΝ ΤΩΝ ΚΑΤΑΣΤΗΜΑΤΩΝ xyxy=(644,1657,981,1675)
article-body: Ἡ δύναμις τῆς Ἀστυνομίας ἐνισχύθη διὰ νὰ ἀποτραπῇ ἡ συγκέντρωσις πλήθους. Ἀρκετοὶ ἀστυνομικοὶ ἐτοποθετήθησαν εἰς τὰς πέριξ ὁδούς. xyxy=(625,285,814,335)
headline: ΑΠΕΔΕΧΘΗ Η ΠΑΡΑΙΤΗΣΙΣ ΤΟΥ ΙΟΡΔΑΝΟΥ ΥΠΟΥΡΓΟΥ ΕΞΩΤΕΡΙΚΩΝ xyxy=(1012,2012,1191,2052)
dateline: ΚΑΪΡΟΝ, 23. (Ρώυτερ).— xyxy=(1016,805,1131,816)
article-body: Τουλάχιστον 14 ἄτομα ἐφονεύθησαν καὶ 20.000 ἔμειναν ἄστεγα ἐξ αἰτίας τῶν πλημμυρῶν. xyxy=(625,1957,811,1995)
headline: Η ΥΕΜΕΝΗ ΚΑΤΗΓΟΡΕΙ ΤΗΝ ΜΕΓ. ΒΡΕΤΑΝΝΙΑΝ ΔΙΑ ΠΑΡΑΒΙΑΣΕΙΣ ΤΟΥ ΕΝΑΕΡΙΟΥ ΧΩΡΟΥ ΤΗΣ xyxy=(432,1164,601,1218)
article-jordan-resign xyxy=(1011,2008,1195,2090)
headline: Ο ΥΦΥΠΟΥΡΓΟΣ ΕΞΩΤΕΡΙΚΩΝ ΤΗΣ ΝΙΓΗΡΙΑΣ ΜΕΤΕΒΗ ΕΙΣ ΤΟ ΚΑΪΡΟΝ xyxy=(1014,1925,1189,1965)
article-body: Ὁ πληθυσμὸς τῆς Ἑλβετίας ηὐξήθη κατὰ 1.250.000 κατὰ τὴν τελευταίαν δεκαετίαν. xyxy=(1011,1700,1191,1724)
headline-line: ζητεῖ ἡ Δυτικὴ Γερμανία xyxy=(668,59,956,89)
article-body: Ἐκ τῆς 1ης σελίδος ... καὶ διαμαρτυρήθησαν, ἐπειδὴ ἐκωλύθησαν νὰ εἰσέλθουν εἰς τὸ κέντρον τῶν Ἀθηνῶν. Οἱ κάτωθι παρεπέμφθησαν εἰς τὸν ἀνακριτήν. xyxy=(8,1199,207,1249)
section-heading: ΕΝΘΡΟΝΙΣΙΣ xyxy=(684,837,750,850)
article-body: Ὁ ὑπουργὸς δημοσίας τάξεως κ. «Ἀλλαγμαθῆς» ἐπισκέφθη τὴν νύκτα τοῦ ἐνταῦθα καὶ ἐζήτησε τὴν ἐπέκτασιν τῶν ἐκτάκτων μέτρων καὶ τὴν ἀπαγόρευσιν συγκεντρώσεων εἰς τὸ κέντρον τῆς πόλεως. xyxy=(1196,151,1381,214)
article-body: Ὑπὸ τὴν προεδρίαν τοῦ προέδρου τῆς Ὁμοσπονδίας ἐπραγματοποιήθη σύσκεψις διὰ τὴν λῆψιν μέτρων προστασίας. xyxy=(625,1694,811,1730)
article-republicans-russia xyxy=(1011,1544,1191,1638)
section-heading: ΑΠΕΤΥΧΗΣΑΝ ΑΛΛΟΙ xyxy=(853,1436,963,1449)
dateline: ΚΑΪΡΟΝ, 23. (Ρώυτερ).— xyxy=(1011,1964,1126,1976)
headline: Ο ΚΑΪΝΕΡ ΑΡΝΕΙΤΑΙ ΝΑ ΑΠΟΛΟΓΗΘΗ ΔΙΑ ΤΗΝ ΔΡΑΣΙΝ ΤΟΥ ΚΑΤΑ ΤΟΝ ΠΟΛΕΜΟΝ xyxy=(1013,973,1186,1013)
article-body: Ὁ Ἰάπων κολυμβητὴς καὶ ὁ Ἀμερικανὸς παρητήθησαν τῆς προσπαθείας των λόγῳ τῆς κακοκαιρίας. xyxy=(625,1447,811,1484)
dateline: ΒΗΡΥΤΟΣ, 23. (Ρώυτερ).— xyxy=(817,291,941,303)
article-body: Ὁ Ἀρχιεπίσκοπος Ἀμερικῆς ἐπεβλήθη πρόστιμον διὰ παράβασιν πολεοδομικῶν διατάξεων. xyxy=(1011,1500,1191,1537)
article-body: Ὁ Κύπριος διπλωμάτης εἶπεν ὅτι οἱ Τουρκοκύπριοι προετοιμάζουν τὴν ἀνακήρυξιν χωριστοῦ κράτους κατὰ τὴν ἐπέτειον τῆς 30ῆς Αὐγούστου. xyxy=(625,780,811,830)
dateline: ΓΕΝΕΥΗ, 23. (Ρώυτερ).— xyxy=(1011,1687,1128,1699)
